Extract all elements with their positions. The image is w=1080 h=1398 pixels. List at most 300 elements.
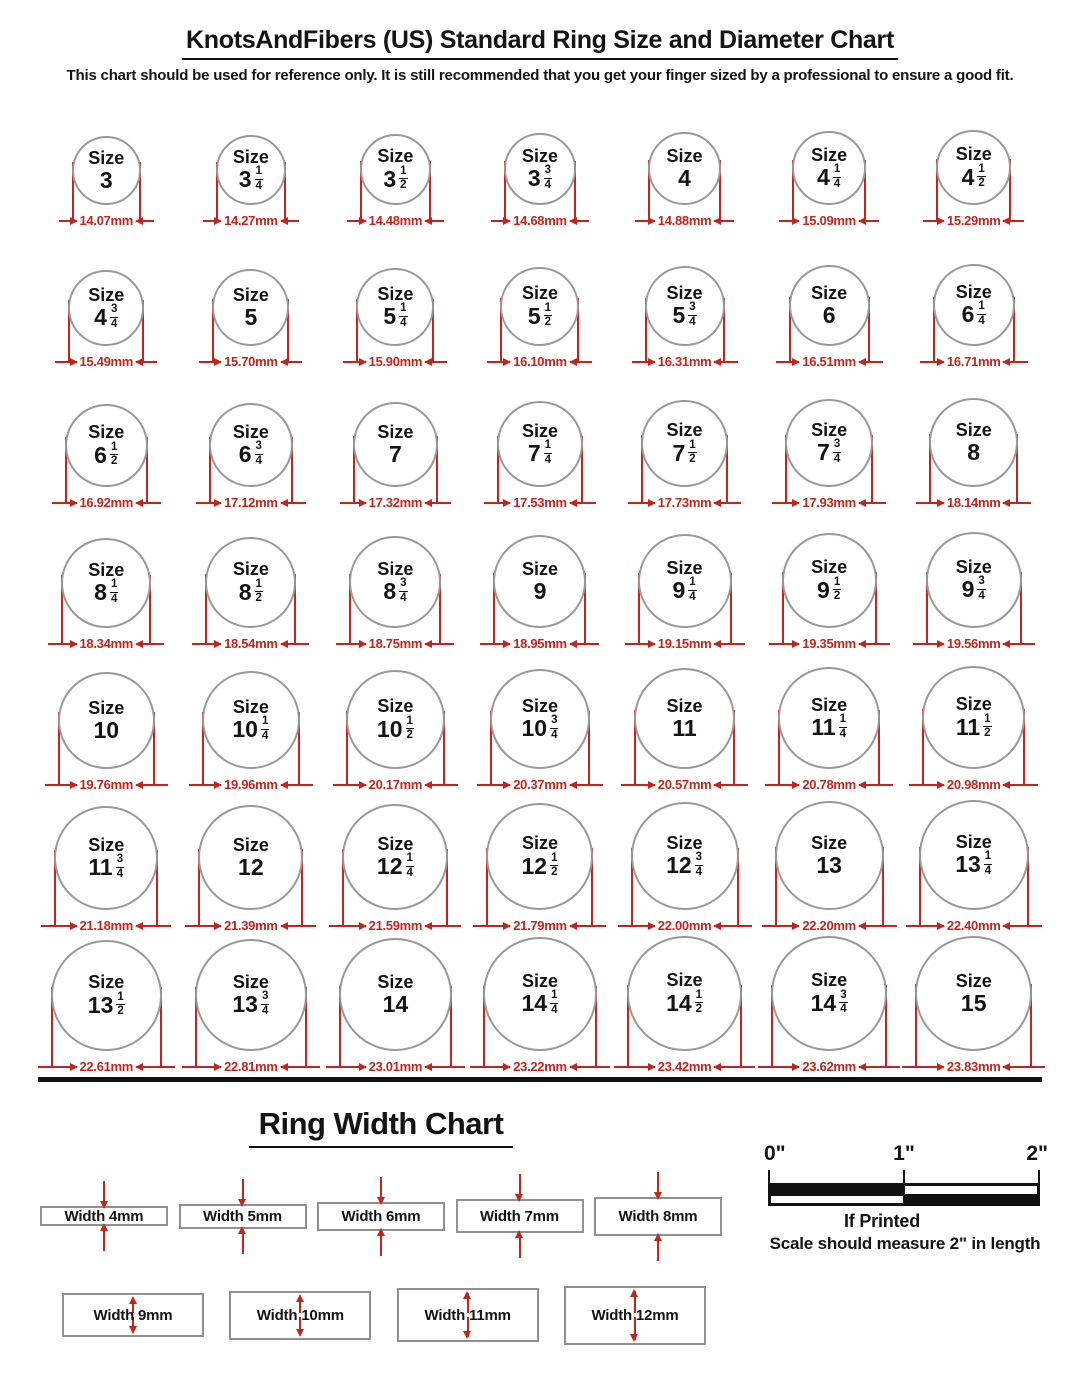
ring-size-label: Size	[811, 419, 848, 440]
dimension-arrow-right	[281, 502, 306, 504]
ring-size-number: 12 $\frac{3}{4}$	[666, 851, 703, 879]
ring-circle	[634, 668, 735, 769]
dimension-label	[913, 636, 1035, 651]
dimension-arrow-left	[347, 220, 366, 222]
ring-size-cell	[323, 795, 468, 936]
diameter-value: 17.53mm	[513, 495, 567, 510]
dimension-label	[189, 777, 313, 792]
ring-size-label: Size	[811, 282, 848, 303]
dimension-arrow-right	[425, 1066, 465, 1068]
ring-size-cell	[179, 936, 324, 1077]
diameter-value: 19.76mm	[79, 777, 134, 792]
ring-size-label: Size	[811, 970, 848, 991]
ruler-segment-white	[770, 1195, 904, 1205]
ring-circle	[929, 398, 1018, 487]
dimension-label	[491, 213, 589, 228]
dimension-arrow-right	[714, 1066, 755, 1068]
ring-size-cell	[179, 654, 324, 795]
size-fraction: $\frac{3}{4}$	[695, 851, 703, 878]
dimension-label	[779, 213, 879, 228]
ring-size-number: 3 $\frac{1}{4}$	[238, 165, 262, 193]
size-fraction: $\frac{1}{2}$	[400, 164, 407, 192]
ring-size-cell	[612, 795, 757, 936]
ring-size-label: Size	[88, 559, 125, 580]
ring-circle	[926, 532, 1022, 628]
width-arrow-top	[519, 1174, 521, 1195]
ring-size-label: Size	[88, 147, 125, 168]
diameter-value: 18.95mm	[513, 636, 567, 651]
dimension-arrow-left	[38, 1066, 77, 1068]
ring-circle	[51, 940, 162, 1051]
ring-size-label: Size	[232, 696, 269, 717]
width-box-label: Width 5mm	[203, 1207, 282, 1225]
ring-circle	[638, 534, 732, 628]
width-arrow-bottom	[103, 1230, 105, 1251]
diameter-value: 20.37mm	[513, 777, 567, 792]
dimension-arrow-left	[192, 643, 221, 645]
ring-size-label: Size	[521, 420, 558, 441]
size-fraction: $\frac{1}{2}$	[551, 851, 558, 879]
dimension-label	[333, 777, 458, 792]
width-box	[564, 1286, 706, 1345]
ring-size-label: Size	[521, 145, 558, 166]
ring-size-number: 3	[99, 166, 113, 193]
ring-size-label: Size	[232, 421, 269, 442]
ruler-tick	[768, 1170, 770, 1183]
ring-size-label: Size	[955, 419, 992, 440]
dimension-arrow-right	[570, 643, 600, 645]
dimension-label	[477, 777, 603, 792]
ring-size-cell	[612, 654, 757, 795]
ring-circle	[493, 535, 586, 628]
dimension-label	[192, 636, 309, 651]
diameter-value: 18.34mm	[79, 636, 134, 651]
size-fraction: $\frac{1}{4}$	[839, 713, 846, 740]
dimension-label	[916, 495, 1031, 510]
diameter-value: 23.62mm	[802, 1059, 856, 1074]
ring-size-number: 13	[816, 851, 842, 878]
size-fraction: $\frac{1}{2}$	[110, 440, 118, 468]
diameter-value: 18.75mm	[368, 636, 423, 651]
ring-size-label: Size	[666, 832, 703, 853]
dimension-label	[628, 495, 741, 510]
dimension-arrow-right	[136, 361, 157, 363]
dimension-label	[329, 918, 461, 933]
ring-circle	[933, 264, 1015, 346]
dimension-arrow-left	[916, 502, 944, 504]
dimension-arrow-left	[776, 361, 800, 363]
ring-circle	[483, 937, 597, 1051]
dimension-arrow-left	[185, 925, 221, 927]
ring-size-number: 11 $\frac{1}{2}$	[955, 712, 991, 740]
ring-size-cell	[468, 654, 613, 795]
ring-size-cell	[901, 231, 1046, 372]
dimension-arrow-right	[859, 220, 879, 222]
ring-size-cell	[757, 513, 902, 654]
ring-size-cell	[757, 231, 902, 372]
size-fraction: $\frac{1}{2}$	[984, 712, 991, 740]
ring-size-cell	[34, 513, 179, 654]
size-fraction: $\frac{1}{4}$	[544, 439, 552, 466]
ring-circle	[627, 936, 742, 1051]
ring-size-number: 12	[238, 853, 264, 880]
ring-size-cell	[901, 372, 1046, 513]
ring-size-number: 4 $\frac{3}{4}$	[94, 303, 118, 331]
ring-circle	[356, 268, 434, 346]
ring-circle	[915, 936, 1032, 1051]
dimension-label	[340, 495, 451, 510]
dimension-arrow-right	[859, 784, 893, 786]
ring-size-number: 8 $\frac{1}{4}$	[94, 578, 118, 606]
ring-circle	[645, 266, 725, 346]
width-arrow-top	[380, 1177, 382, 1198]
dimension-arrow-right	[714, 643, 744, 645]
dimension-arrow-right	[859, 361, 883, 363]
ring-size-label: Size	[521, 283, 558, 304]
ring-size-number: 6 $\frac{1}{4}$	[961, 300, 985, 328]
dimension-label	[487, 354, 592, 369]
dimension-arrow-left	[59, 220, 77, 222]
dimension-arrow-left	[326, 1066, 366, 1068]
dimension-label	[59, 213, 154, 228]
dimension-arrow-left	[343, 361, 365, 363]
ring-size-label: Size	[88, 284, 125, 305]
dimension-arrow-left	[909, 784, 944, 786]
ring-circle	[782, 533, 877, 628]
header	[0, 0, 1080, 84]
diameter-value: 23.01mm	[368, 1059, 423, 1074]
dimension-arrow-right	[1003, 502, 1031, 504]
diameter-value: 14.88mm	[657, 213, 712, 228]
ring-size-cell	[323, 90, 468, 231]
diameter-value: 22.40mm	[946, 918, 1001, 933]
dimension-label	[203, 213, 299, 228]
ring-size-label: Size	[811, 832, 848, 853]
ring-size-label: Size	[521, 695, 558, 716]
dimension-arrow-left	[329, 925, 365, 927]
ring-circle	[778, 667, 880, 769]
ring-size-number: 14 $\frac{1}{4}$	[521, 989, 558, 1017]
dimension-label	[625, 636, 745, 651]
diameter-value: 23.22mm	[513, 1059, 567, 1074]
dimension-arrow-left	[779, 220, 799, 222]
dimension-arrow-left	[621, 784, 655, 786]
ring-size-cell	[757, 372, 902, 513]
ruler-ticks	[768, 1170, 1040, 1183]
ruler-segment-white	[904, 1185, 1038, 1195]
ring-size-label: Size	[955, 831, 992, 852]
width-box	[397, 1288, 539, 1342]
ruler-label-1: 1"	[893, 1142, 915, 1165]
ring-size-grid	[34, 90, 1046, 1077]
dimension-arrow-right	[281, 784, 313, 786]
diameter-value: 15.09mm	[802, 213, 856, 228]
diameter-value: 19.35mm	[802, 636, 856, 651]
dimension-arrow-left	[48, 643, 76, 645]
ring-size-cell	[179, 372, 324, 513]
ring-size-cell	[179, 513, 324, 654]
ring-size-number: 8 $\frac{1}{2}$	[238, 577, 262, 605]
dimension-arrow-right	[859, 502, 886, 504]
ring-circle	[349, 536, 441, 628]
ring-circle	[195, 939, 307, 1051]
ring-circle	[209, 403, 293, 487]
dimension-arrow-left	[199, 361, 221, 363]
diameter-value: 22.20mm	[802, 918, 856, 933]
dimension-arrow-right	[570, 220, 589, 222]
dimension-arrow-right	[859, 1066, 900, 1068]
ring-size-label: Size	[955, 281, 992, 302]
ring-size-cell	[468, 936, 613, 1077]
diameter-value: 16.71mm	[946, 354, 1001, 369]
dimension-label	[621, 777, 748, 792]
ring-size-cell	[323, 654, 468, 795]
dimension-label	[185, 918, 316, 933]
dimension-arrow-left	[920, 361, 944, 363]
dimension-label	[196, 495, 306, 510]
ring-size-cell	[757, 90, 902, 231]
dimension-label	[473, 918, 606, 933]
size-fraction: $\frac{1}{4}$	[978, 300, 985, 327]
ring-size-cell	[901, 654, 1046, 795]
ring-size-label: Size	[377, 696, 414, 717]
ring-size-label: Size	[666, 970, 703, 991]
dimension-arrow-left	[477, 784, 510, 786]
dimension-label	[41, 918, 171, 933]
ring-circle	[490, 669, 590, 769]
ring-size-label: Size	[955, 694, 992, 715]
ring-size-number: 14 $\frac{1}{2}$	[666, 988, 703, 1016]
size-fraction: $\frac{3}{4}$	[255, 440, 262, 467]
ring-size-cell	[323, 231, 468, 372]
diameter-value: 16.10mm	[513, 354, 567, 369]
ring-size-number: 6 $\frac{3}{4}$	[238, 440, 262, 468]
size-fraction: $\frac{3}{4}$	[840, 988, 847, 1016]
dimension-arrow-right	[1003, 1066, 1045, 1068]
dimension-label	[906, 918, 1042, 933]
dimension-arrow-right	[136, 925, 171, 927]
diameter-value: 17.12mm	[224, 495, 278, 510]
width-box-label: Width 11mm	[424, 1306, 511, 1324]
dimension-arrow-right	[714, 925, 751, 927]
ring-size-label: Size	[232, 559, 269, 580]
ring-size-label: Size	[377, 558, 414, 579]
dimension-arrow-right	[281, 220, 299, 222]
ring-circle	[58, 672, 155, 769]
ring-size-label: Size	[666, 695, 703, 716]
ring-size-cell	[901, 513, 1046, 654]
ring-size-label: Size	[811, 557, 848, 578]
diameter-value: 21.79mm	[513, 918, 567, 933]
dimension-label	[902, 1059, 1045, 1074]
dimension-arrow-left	[41, 925, 76, 927]
ring-size-number: 3 $\frac{1}{2}$	[383, 164, 407, 192]
diameter-value: 20.78mm	[802, 777, 856, 792]
ring-size-number: 10 $\frac{3}{4}$	[521, 714, 558, 742]
width-box	[229, 1291, 371, 1340]
ring-size-label: Size	[666, 282, 703, 303]
width-arrow-bottom	[657, 1240, 659, 1261]
width-arrow-top	[103, 1181, 105, 1202]
dimension-arrow-left	[203, 220, 221, 222]
ring-circle	[641, 400, 728, 487]
diameter-value: 15.70mm	[224, 354, 278, 369]
width-row-1	[38, 1162, 724, 1270]
ring-size-cell	[901, 936, 1046, 1077]
ring-size-cell	[34, 795, 179, 936]
diameter-value: 21.39mm	[224, 918, 278, 933]
dimension-arrow-right	[425, 502, 451, 504]
width-box-label: Width 8mm	[618, 1207, 698, 1225]
width-arrow-top	[657, 1172, 659, 1193]
dimension-arrow-left	[45, 784, 77, 786]
ring-size-label: Size	[521, 558, 558, 579]
ring-size-number: 5 $\frac{1}{4}$	[383, 302, 407, 330]
dimension-label	[326, 1059, 465, 1074]
ring-size-number: 14 $\frac{3}{4}$	[810, 988, 847, 1016]
dimension-arrow-left	[473, 925, 510, 927]
dimension-arrow-left	[618, 925, 655, 927]
ring-size-cell	[468, 90, 613, 231]
ring-size-number: 4	[678, 164, 691, 191]
dimension-arrow-right	[281, 1066, 320, 1068]
ring-size-label: Size	[232, 971, 269, 992]
ring-circle	[919, 800, 1029, 910]
ring-size-number: 6	[822, 301, 836, 328]
ring-circle	[360, 134, 431, 205]
ring-size-cell	[468, 372, 613, 513]
ruler-labels	[764, 1142, 1048, 1170]
ring-circle	[65, 404, 148, 487]
dimension-label	[614, 1059, 755, 1074]
dimension-arrow-right	[570, 784, 603, 786]
ring-size-cell	[468, 795, 613, 936]
dimension-label	[635, 213, 734, 228]
dimension-arrow-right	[136, 643, 164, 645]
diameter-value: 18.14mm	[946, 495, 1001, 510]
ring-size-number: 9	[533, 577, 547, 604]
size-fraction: $\frac{1}{4}$	[255, 165, 262, 192]
ring-size-number: 9 $\frac{1}{2}$	[817, 575, 841, 603]
dimension-arrow-right	[136, 220, 154, 222]
dimension-arrow-right	[425, 220, 444, 222]
dimension-label	[52, 495, 161, 510]
diameter-value: 15.29mm	[946, 213, 1001, 228]
ring-circle	[68, 270, 144, 346]
diameter-value: 23.42mm	[657, 1059, 712, 1074]
dimension-arrow-right	[425, 784, 458, 786]
dimension-arrow-left	[758, 1066, 799, 1068]
ring-size-cell	[323, 513, 468, 654]
ring-size-label: Size	[811, 144, 848, 165]
ring-size-label: Size	[377, 833, 414, 854]
dimension-arrow-right	[425, 361, 447, 363]
dimension-label	[618, 918, 752, 933]
diameter-value: 22.81mm	[224, 1059, 278, 1074]
ring-size-label: Size	[811, 694, 848, 715]
ruler-tick	[903, 1170, 905, 1183]
width-box-label: Width 10mm	[256, 1306, 344, 1324]
ring-size-cell	[34, 936, 179, 1077]
ring-size-number: 14	[382, 990, 409, 1017]
diameter-value: 21.18mm	[79, 918, 134, 933]
dimension-label	[632, 354, 738, 369]
ring-size-label: Size	[521, 833, 558, 854]
ring-size-label: Size	[377, 971, 414, 992]
diameter-value: 14.48mm	[368, 213, 423, 228]
size-fraction: $\frac{3}{4}$	[978, 575, 985, 602]
ring-size-label: Size	[232, 146, 269, 167]
ring-width-chart	[0, 1088, 724, 1358]
ring-size-number: 8 $\frac{3}{4}$	[383, 577, 407, 605]
ring-size-number: 11	[672, 714, 697, 741]
dimension-arrow-right	[281, 643, 310, 645]
dimension-label	[45, 777, 168, 792]
dimension-label	[920, 354, 1028, 369]
size-fraction: $\frac{3}{4}$	[551, 714, 558, 741]
ring-size-number: 6 $\frac{1}{2}$	[94, 440, 118, 468]
size-fraction: $\frac{1}{4}$	[551, 989, 558, 1016]
ring-circle	[353, 402, 438, 487]
ring-size-label: Size	[377, 283, 414, 304]
section-divider	[38, 1077, 1042, 1082]
size-fraction: $\frac{1}{2}$	[978, 162, 985, 190]
diameter-value: 19.15mm	[657, 636, 712, 651]
diameter-value: 16.51mm	[802, 354, 856, 369]
ring-size-cell	[757, 795, 902, 936]
dimension-label	[765, 777, 893, 792]
dimension-arrow-left	[772, 502, 799, 504]
size-fraction: $\frac{3}{4}$	[110, 303, 118, 330]
ring-circle	[785, 399, 873, 487]
dimension-arrow-left	[762, 925, 800, 927]
ring-circle	[61, 538, 151, 628]
ring-size-number: 7	[389, 440, 402, 467]
ring-size-number: 7 $\frac{1}{4}$	[527, 439, 552, 467]
ring-size-cell	[34, 654, 179, 795]
width-arrow-bottom	[519, 1237, 521, 1258]
ring-size-cell	[612, 90, 757, 231]
ring-size-number: 9 $\frac{1}{4}$	[672, 576, 696, 604]
ring-size-cell	[612, 936, 757, 1077]
ruler-label-0: 0"	[764, 1142, 786, 1165]
dimension-arrow-right	[1003, 220, 1024, 222]
ring-size-cell	[468, 513, 613, 654]
dimension-label	[336, 636, 454, 651]
ruler-segment-black	[770, 1185, 904, 1195]
ring-circle	[792, 131, 866, 205]
ring-circle	[936, 130, 1011, 205]
dimension-arrow-left	[196, 502, 221, 504]
ring-size-cell	[757, 654, 902, 795]
width-row-2	[62, 1272, 706, 1358]
ring-size-cell	[901, 90, 1046, 231]
ring-circle	[342, 804, 448, 910]
dimension-arrow-right	[1003, 643, 1034, 645]
dimension-arrow-left	[470, 1066, 510, 1068]
diameter-value: 21.59mm	[368, 918, 423, 933]
size-fraction: $\frac{1}{4}$	[400, 302, 407, 329]
ring-circle	[922, 666, 1025, 769]
size-fraction: $\frac{1}{4}$	[833, 163, 841, 190]
ring-size-number: 8	[967, 438, 981, 465]
dimension-arrow-left	[340, 502, 366, 504]
dimension-arrow-left	[182, 1066, 221, 1068]
ring-circle	[771, 936, 887, 1051]
size-fraction: $\frac{1}{2}$	[406, 714, 413, 742]
dimension-arrow-right	[425, 925, 461, 927]
ring-size-label: Size	[521, 970, 558, 991]
